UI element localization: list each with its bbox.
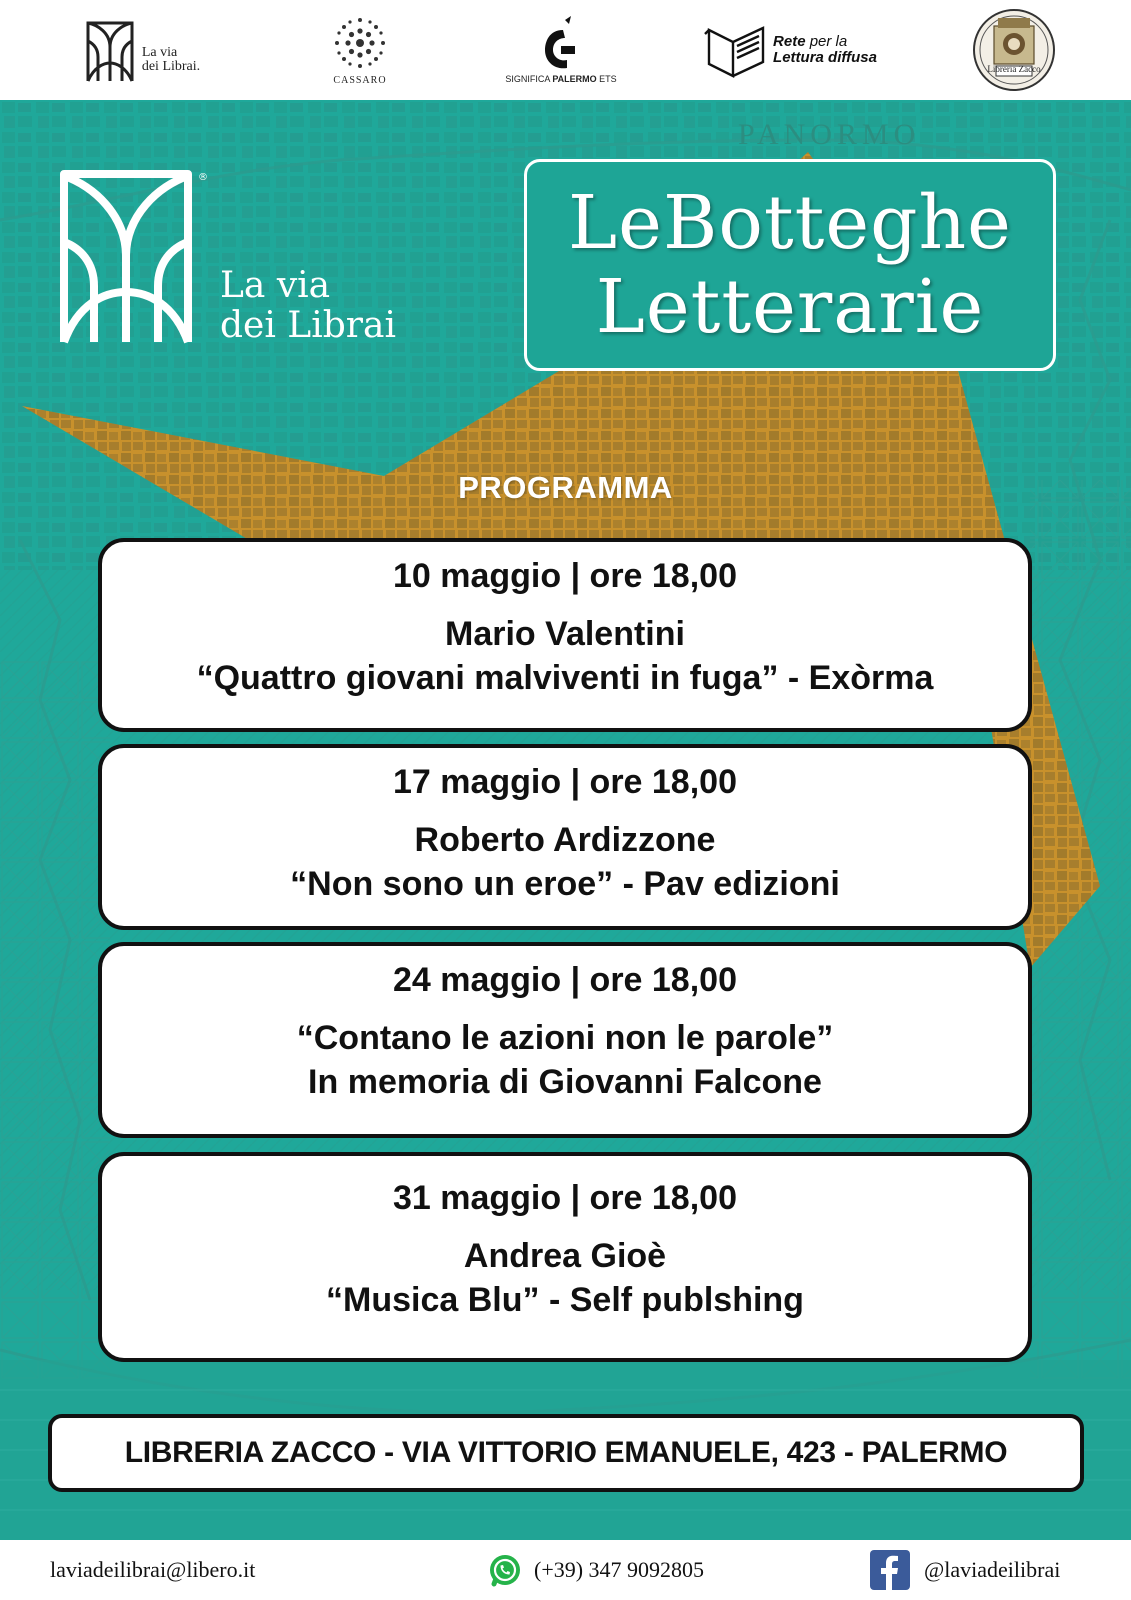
social-handle[interactable]: @laviadeilibrai (924, 1557, 1061, 1582)
event-line2: “Musica Blu” - Self publshing (326, 1281, 804, 1319)
rete-lettura-logo (690, 8, 890, 92)
libreria-zacco-logo (966, 8, 1062, 92)
event-line1: “Contano le azioni non le parole” (296, 1019, 834, 1057)
lavia-brand-arch-icon (58, 166, 208, 346)
lavia-logo-line1: La via (141, 45, 178, 60)
footer-social[interactable] (870, 1540, 1060, 1600)
significa-logo (496, 8, 626, 92)
event-card (98, 538, 1032, 732)
lavia-logo (72, 8, 212, 92)
significa-mark-icon (541, 16, 581, 72)
event-line2: In memoria di Giovanni Falcone (308, 1063, 822, 1101)
map-label-panormo: PANORMO (738, 118, 921, 151)
title-line1: LeBotteghe (568, 180, 1012, 266)
poster-area (0, 100, 1131, 1540)
event-card (98, 942, 1032, 1138)
libreria-zacco-label: Libreria Zacco (987, 64, 1041, 74)
contact-footer (0, 1540, 1131, 1600)
phone-text[interactable]: (+39) 347 9092805 (534, 1557, 705, 1582)
lavia-brand-line2: dei Librai (220, 305, 396, 346)
lavia-brand (58, 166, 408, 356)
cassaro-rosette-icon (332, 15, 388, 71)
event-date: 10 maggio | ore 18,00 (392, 557, 737, 595)
libreria-zacco-seal (968, 8, 1060, 92)
cassaro-logo (322, 8, 398, 92)
event-line1: Roberto Ardizzone (414, 821, 716, 859)
whatsapp-icon (488, 1553, 522, 1587)
lavia-brand-text (220, 266, 396, 346)
event-date: 31 maggio | ore 18,00 (392, 1179, 737, 1217)
significa-label: SIGNIFICA PALERMO ETS (505, 74, 617, 84)
event-date: 17 maggio | ore 18,00 (392, 763, 737, 801)
lavia-brand-line1: La via (220, 265, 331, 306)
event-line1: Andrea Gioè (463, 1237, 667, 1275)
email-text[interactable]: laviadeilibrai@libero.it (50, 1557, 256, 1582)
partner-logo-bar (0, 0, 1131, 100)
event-line2: “Non sono un eroe” - Pav edizioni (290, 865, 840, 903)
lavia-arch-icon (84, 17, 136, 83)
venue-address: LIBRERIA ZACCO - VIA VITTORIO EMANUELE, 423 - PALERMO (48, 1414, 1084, 1492)
lavia-logo-line2: dei Librai. (141, 59, 201, 74)
event-line1: Mario Valentini (445, 615, 685, 653)
svg-text:®: ® (198, 172, 208, 183)
programma-heading: PROGRAMMA (458, 470, 673, 505)
title-box (524, 159, 1056, 371)
facebook-icon (870, 1550, 910, 1590)
cassaro-label: CASSARO (333, 74, 387, 86)
rete-lettura-text: Rete per la Lettura diffusa (773, 33, 877, 66)
event-date: 24 maggio | ore 18,00 (392, 961, 737, 999)
open-book-icon (703, 20, 769, 80)
event-card (98, 744, 1032, 930)
title-line2: Letterarie (595, 264, 985, 350)
footer-email[interactable] (50, 1540, 255, 1600)
event-card (98, 1152, 1032, 1362)
footer-phone[interactable] (488, 1540, 704, 1600)
event-line2: “Quattro giovani malviventi in fuga” - Exòrma (196, 659, 934, 697)
